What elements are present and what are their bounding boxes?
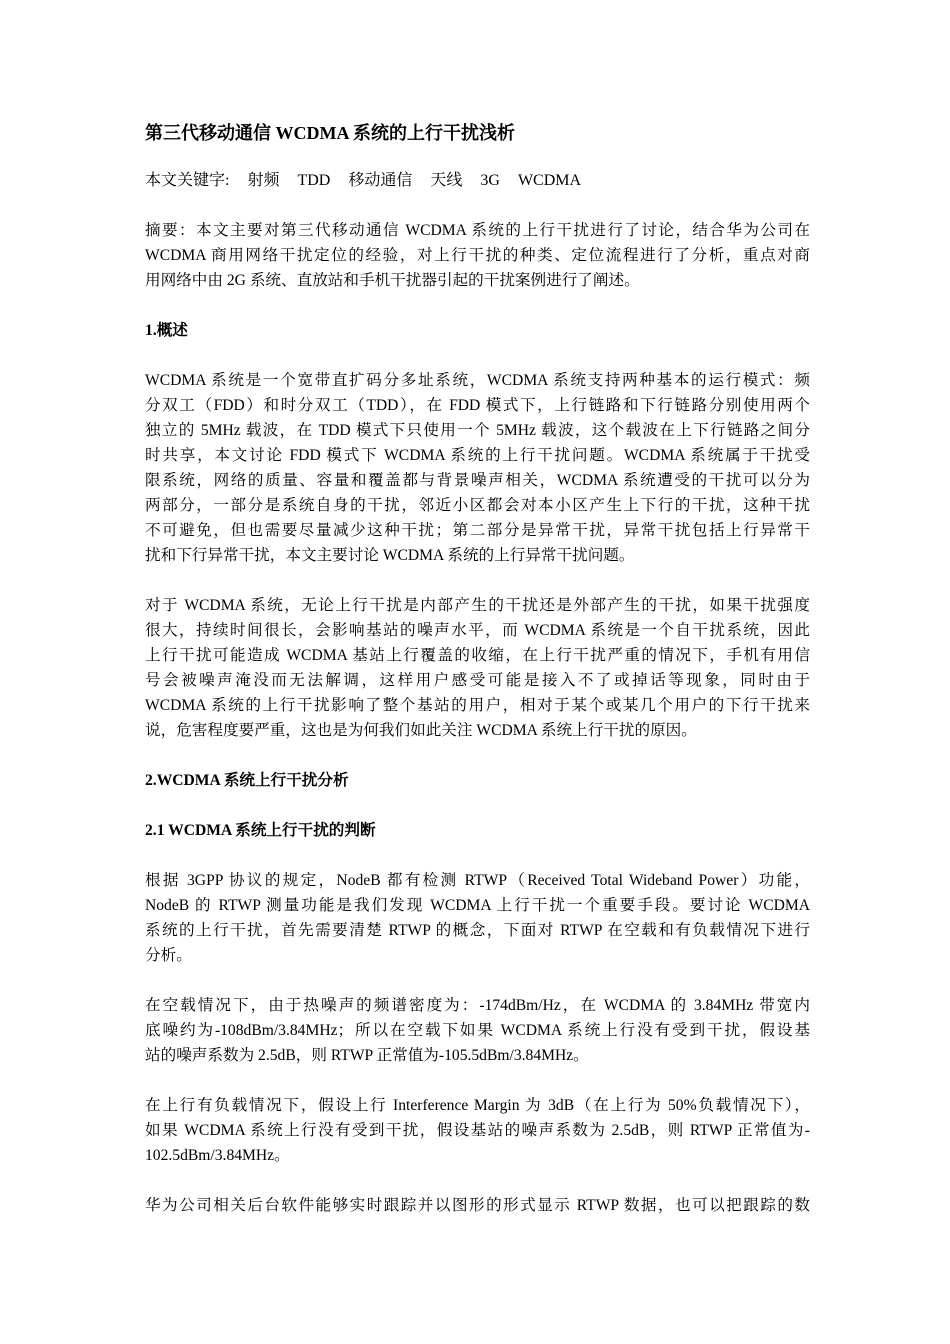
- keywords-label: 本文关键字:: [145, 172, 230, 189]
- text-line: WCDMA 商用网络干扰定位的经验，对上行干扰的种类、定位流程进行了分析，重点对商: [145, 247, 810, 264]
- subsection-heading: 2.1 WCDMA 系统上行干扰的判断: [145, 822, 376, 839]
- text-line: 用网络中由 2G 系统、直放站和手机干扰器引起的干扰案例进行了阐述。: [145, 272, 640, 289]
- text-line: 底噪约为-108dBm/3.84MHz；所以在空载下如果 WCDMA 系统上行没有受到干扰，假设基: [145, 1022, 810, 1039]
- keyword-item: WCDMA: [517, 172, 582, 189]
- text-line: 在上行有负载情况下，假设上行 Interference Margin 为 3dB（在上行为 50%负载情况下），: [145, 1097, 810, 1114]
- text-line: WCDMA 系统是一个宽带直扩码分多址系统，WCDMA 系统支持两种基本的运行模式：频: [145, 372, 810, 389]
- section-heading: 1.概述: [145, 322, 188, 339]
- section-heading: 2.WCDMA 系统上行干扰分析: [145, 772, 349, 789]
- text-line: 102.5dBm/3.84MHz。: [145, 1147, 290, 1164]
- text-line: 说，危害程度要严重，这也是为何我们如此关注 WCDMA 系统上行干扰的原因。: [145, 722, 697, 739]
- body-paragraph: [145, 368, 810, 568]
- text-line: 不可避免，但也需要尽量减少这种干扰；第二部分是异常干扰，异常干扰包括上行异常干: [145, 522, 810, 539]
- text-line: 分析。: [145, 947, 192, 964]
- text-line: 在空载情况下，由于热噪声的频谱密度为：-174dBm/Hz，在 WCDMA 的 3.84MHz 带宽内: [145, 997, 810, 1014]
- text-line: 很大，持续时间很长，会影响基站的噪声水平，而 WCDMA 系统是一个自干扰系统，因此: [145, 622, 810, 639]
- text-line: 如果 WCDMA 系统上行没有受到干扰，假设基站的噪声系数为 2.5dB，则 RTWP 正常值为-: [145, 1122, 810, 1139]
- text-line: 上行干扰可能造成 WCDMA 基站上行覆盖的收缩，在上行干扰严重的情况下，手机有用信: [145, 647, 810, 664]
- body-paragraph: [145, 868, 810, 968]
- text-line: 独立的 5MHz 载波，在 TDD 模式下只使用一个 5MHz 载波，这个载波在上下行链路之间分: [145, 422, 810, 439]
- text-line: 分双工（FDD）和时分双工（TDD），在 FDD 模式下，上行链路和下行链路分别使用两个: [145, 397, 810, 414]
- document-title: 第三代移动通信 WCDMA 系统的上行干扰浅析: [145, 123, 515, 143]
- keywords-line: [145, 168, 810, 193]
- body-paragraph: [145, 993, 810, 1068]
- text-line: 两部分，一部分是系统自身的干扰，邻近小区都会对本小区产生上下行的干扰，这种干扰: [145, 497, 810, 514]
- keyword-item: 移动通信: [348, 172, 413, 189]
- text-line: 号会被噪声淹没而无法解调，这样用户感受可能是接入不了或掉话等现象，同时由于: [145, 672, 810, 689]
- keyword-item: TDD: [297, 172, 331, 189]
- body-paragraph: [145, 1093, 810, 1168]
- text-line: 限系统，网络的质量、容量和覆盖都与背景噪声相关，WCDMA 系统遭受的干扰可以分为: [145, 472, 810, 489]
- text-line: NodeB 的 RTWP 测量功能是我们发现 WCDMA 上行干扰一个重要手段。要讨论 WCDMA: [145, 897, 810, 914]
- body-paragraph: [145, 1193, 810, 1218]
- abstract-paragraph: [145, 218, 810, 293]
- body-paragraph: [145, 593, 810, 743]
- keyword-item: 射频: [247, 172, 280, 189]
- text-line: 摘要：本文主要对第三代移动通信 WCDMA 系统的上行干扰进行了讨论，结合华为公司在: [145, 222, 810, 239]
- text-line: 对于 WCDMA 系统，无论上行干扰是内部产生的干扰还是外部产生的干扰，如果干扰强度: [145, 597, 810, 614]
- text-line: 根据 3GPP 协议的规定，NodeB 都有检测 RTWP（Received Total Wideband Power）功能，: [145, 872, 810, 889]
- keyword-item: 天线: [430, 172, 463, 189]
- text-line: 时共享，本文讨论 FDD 模式下 WCDMA 系统的上行干扰问题。WCDMA 系统属于干扰受: [145, 447, 810, 464]
- document-page: [145, 120, 810, 1243]
- text-line: 站的噪声系数为 2.5dB，则 RTWP 正常值为-105.5dBm/3.84MHz。: [145, 1047, 589, 1064]
- text-line: 系统的上行干扰，首先需要清楚 RTWP 的概念，下面对 RTWP 在空载和有负载情况下进行: [145, 922, 810, 939]
- text-line: 华为公司相关后台软件能够实时跟踪并以图形的形式显示 RTWP 数据，也可以把跟踪的数: [145, 1197, 810, 1214]
- text-line: 扰和下行异常干扰，本文主要讨论 WCDMA 系统的上行异常干扰问题。: [145, 547, 635, 564]
- keyword-item: 3G: [480, 172, 500, 189]
- text-line: WCDMA 系统的上行干扰影响了整个基站的用户，相对于某个或某几个用户的下行干扰来: [145, 697, 810, 714]
